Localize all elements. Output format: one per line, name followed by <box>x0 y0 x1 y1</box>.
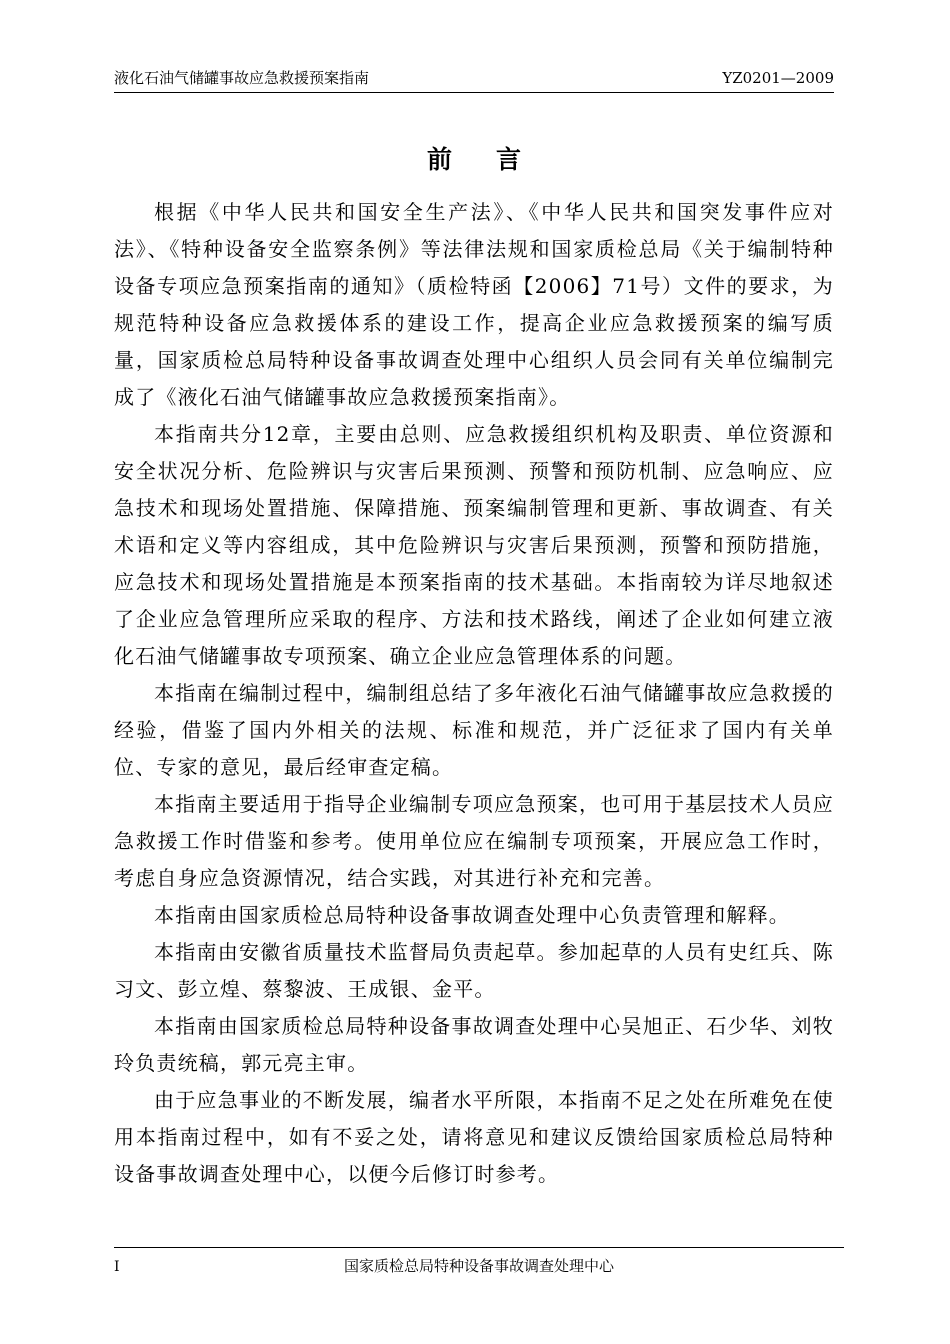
preface-body <box>114 194 834 1193</box>
paragraph: 本指南由国家质检总局特种设备事故调查处理中心吴旭正、石少华、刘牧玲负责统稿，郭元亮主审。 <box>114 1014 834 1075</box>
header-document-code: YZ0201—2009 <box>722 69 834 87</box>
page-number: I <box>114 1259 120 1275</box>
footer-organization: 国家质检总局特种设备事故调查处理中心 <box>343 1257 614 1275</box>
paragraph: 本指南在编制过程中，编制组总结了多年液化石油气储罐事故应急救援的经验，借鉴了国内外相关的法规、标准和规范，并广泛征求了国内有关单位、专家的意见，最后经审查定稿。 <box>114 681 834 779</box>
page-header <box>114 66 834 93</box>
header-document-title: 液化石油气储罐事故应急救援预案指南 <box>114 69 370 87</box>
paragraph: 本指南主要适用于指导企业编制专项应急预案，也可用于基层技术人员应急救援工作时借鉴和参考。使用单位应在编制专项预案，开展应急工作时，考虑自身应急资源情况，结合实践，对其进行补充和完善。 <box>114 792 834 890</box>
paragraph: 本指南由安徽省质量技术监督局负责起草。参加起草的人员有史红兵、陈习文、彭立煌、蔡黎波、王成银、金平。 <box>114 940 834 1001</box>
paragraph: 由于应急事业的不断发展，编者水平所限，本指南不足之处在所难免在使用本指南过程中，如有不妥之处，请将意见和建议反馈给国家质检总局特种设备事故调查处理中心，以便今后修订时参考。 <box>114 1088 834 1186</box>
paragraph: 本指南由国家质检总局特种设备事故调查处理中心负责管理和解释。 <box>154 903 790 927</box>
page-title: 前言 <box>426 145 565 174</box>
paragraph: 根据《中华人民共和国安全生产法》、《中华人民共和国突发事件应对法》、《特种设备安全监察条例》等法律法规和国家质检总局《关于编制特种设备专项应急预案指南的通知》（质检特函【2006】71号）文件的要求，为规范特种设备应急救援体系的建设工作，提高企业应急救援预案的编写质量，国家质检总局特种设备事故调查处理中心组织人员会同有关单位编制完成了《液化石油气储罐事故应急救援预案指南》。 <box>114 200 834 409</box>
paragraph: 本指南共分12章，主要由总则、应急救援组织机构及职责、单位资源和安全状况分析、危险辨识与灾害后果预测、预警和预防机制、应急响应、应急技术和现场处置措施、保障措施、预案编制管理和更新、事故调查、有关术语和定义等内容组成，其中危险辨识与灾害后果预测，预警和预防措施，应急技术和现场处置措施是本预案指南的技术基础。本指南较为详尽地叙述了企业应急管理所应采取的程序、方法和技术路线，阐述了企业如何建立液化石油气储罐事故专项预案、确立企业应急管理体系的问题。 <box>114 422 834 668</box>
footer-divider <box>114 1247 844 1248</box>
